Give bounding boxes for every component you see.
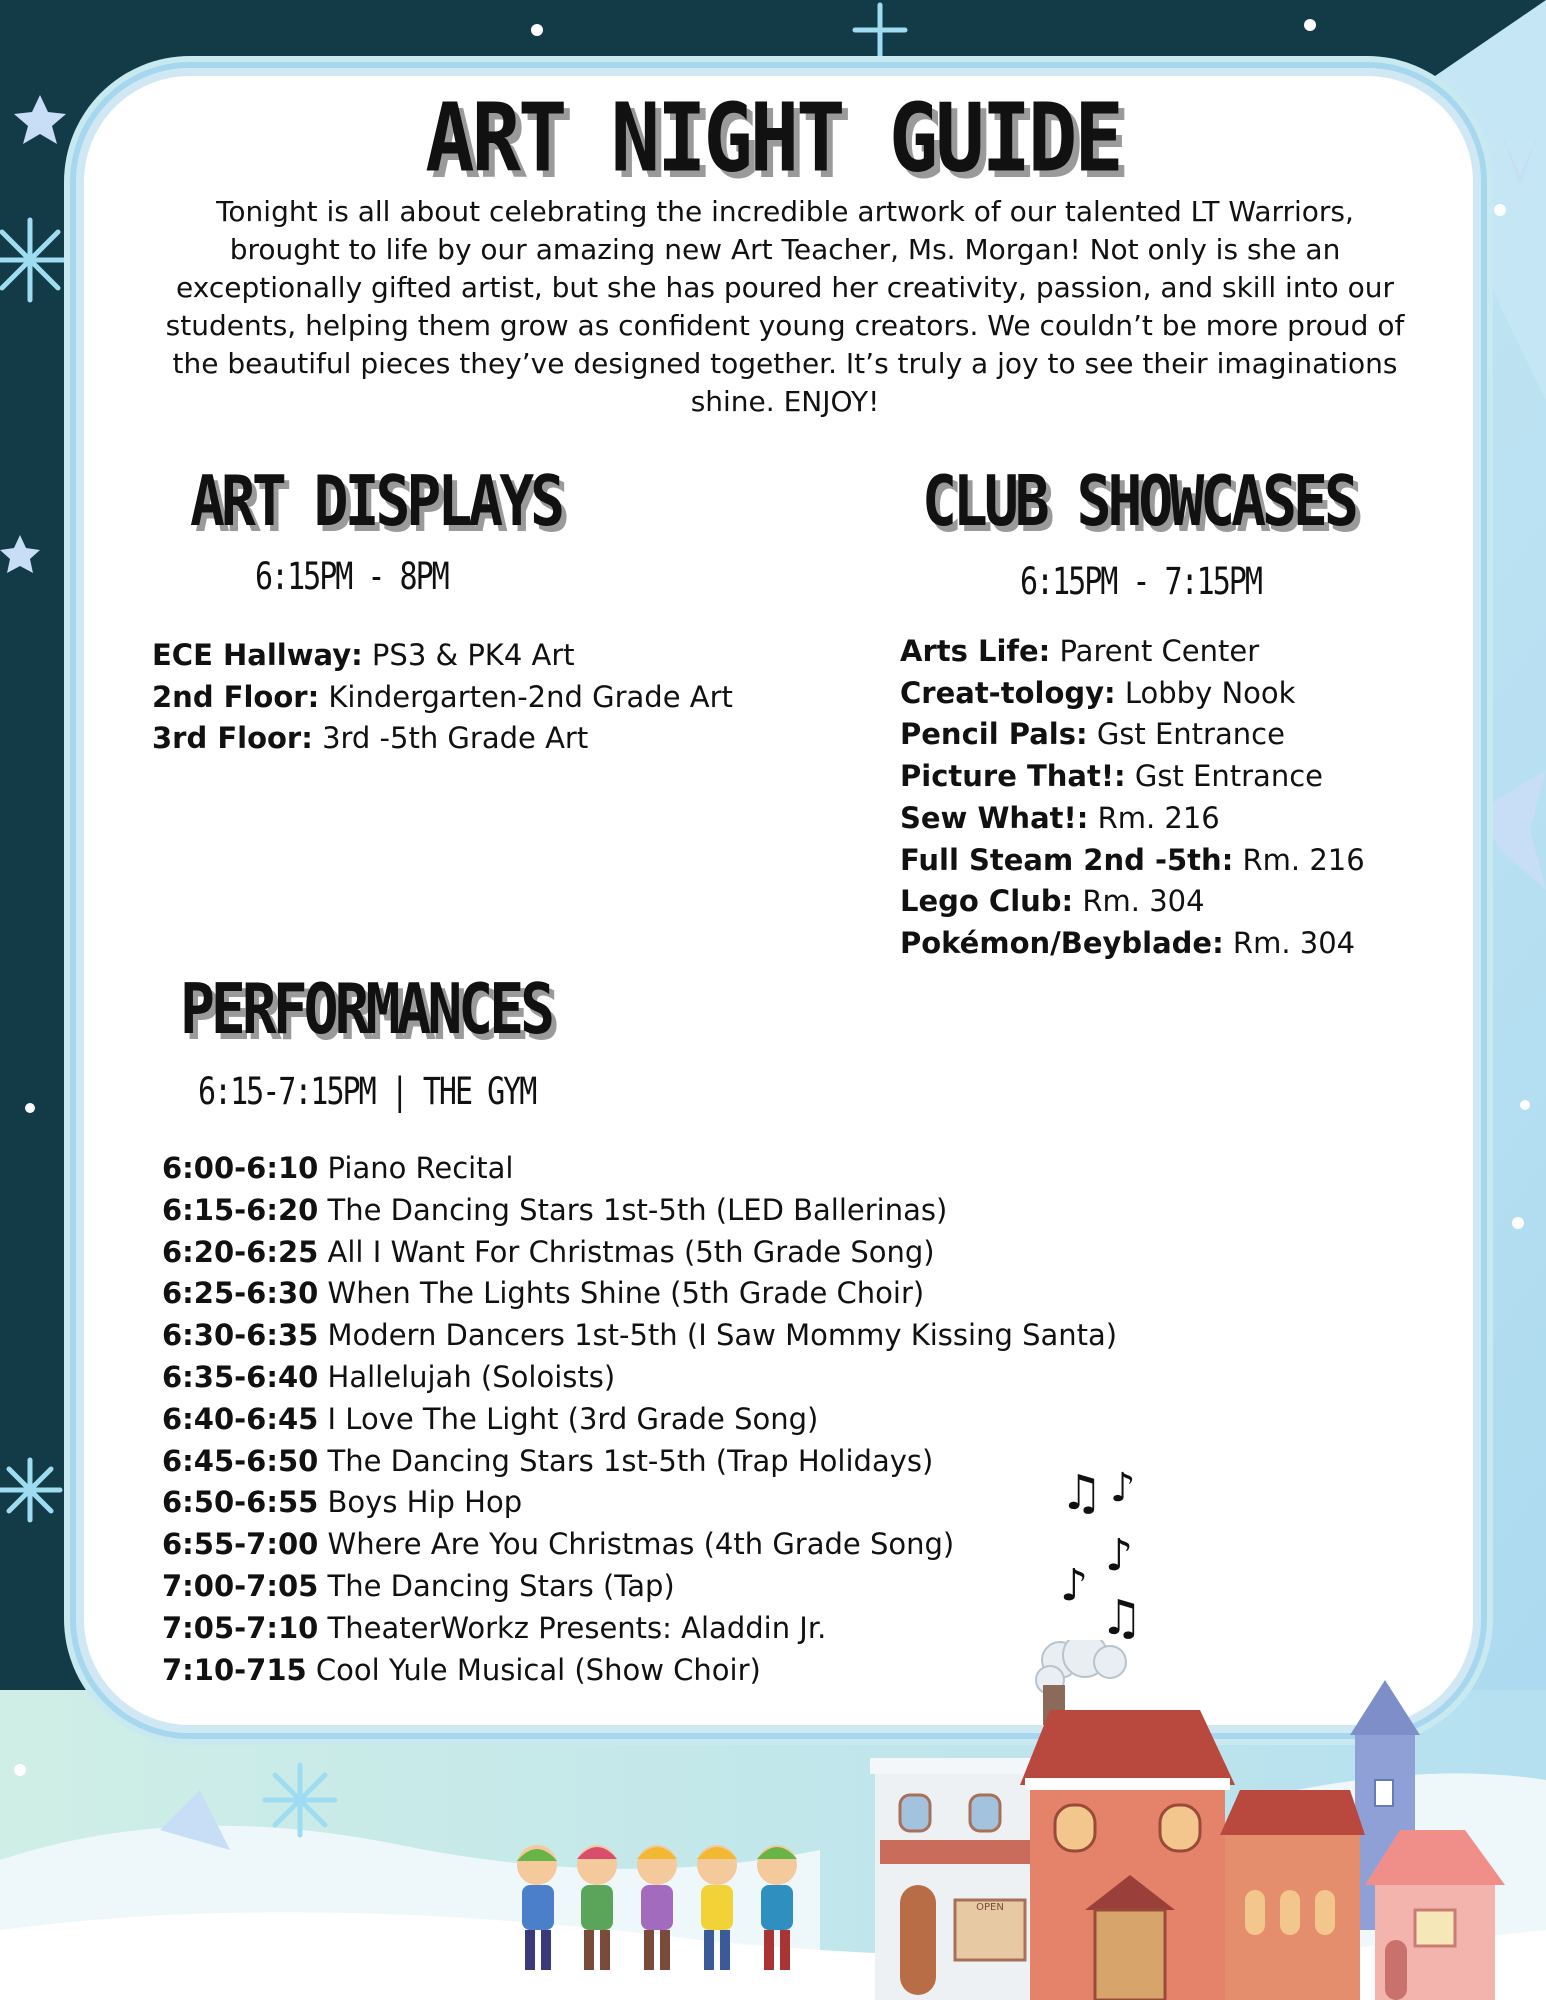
- music-note-icon: ♪: [1110, 1465, 1136, 1511]
- art-displays-list: [152, 635, 733, 760]
- list-item: Pencil Pals: Gst Entrance: [900, 717, 1285, 752]
- list-item: Pokémon/Beyblade: Rm. 304: [900, 925, 1356, 960]
- art-displays-heading: ART DISPLAYS: [190, 460, 562, 542]
- list-item: 6:30-6:35 Modern Dancers 1st-5th (I Saw Mommy Kissing Santa): [162, 1318, 1118, 1353]
- svg-text:OPEN: OPEN: [976, 1902, 1004, 1913]
- club-showcases-list: [900, 631, 1365, 965]
- list-item: Arts Life: Parent Center: [900, 634, 1260, 668]
- music-note-icon: ♫: [1100, 1590, 1144, 1646]
- list-item: Sew What!: Rm. 216: [900, 800, 1220, 835]
- art-displays-time: 6:15PM - 8PM: [255, 555, 448, 599]
- list-item: 6:00-6:10 Piano Recital: [162, 1151, 514, 1185]
- list-item: 6:15-6:20 The Dancing Stars 1st-5th (LED Ballerinas): [162, 1192, 948, 1227]
- list-item: 6:45-6:50 The Dancing Stars 1st-5th (Trap Holidays): [162, 1443, 934, 1478]
- club-showcases-heading: CLUB SHOWCASES: [922, 460, 1355, 542]
- list-item: 7:00-7:05 The Dancing Stars (Tap): [162, 1568, 675, 1603]
- performances-list: [162, 1148, 1117, 1691]
- list-item: Picture That!: Gst Entrance: [900, 759, 1323, 794]
- list-item: 6:20-6:25 All I Want For Christmas (5th Grade Song): [162, 1234, 935, 1269]
- list-item: 6:40-6:45 I Love The Light (3rd Grade Song): [162, 1401, 819, 1436]
- list-item: 7:10-715 Cool Yule Musical (Show Choir): [162, 1652, 761, 1687]
- list-item: Lego Club: Rm. 304: [900, 884, 1205, 919]
- music-note-icon: ♫: [1060, 1465, 1104, 1521]
- list-item: 6:35-6:40 Hallelujah (Soloists): [162, 1359, 616, 1394]
- list-item: ECE Hallway: PS3 & PK4 Art: [152, 638, 575, 672]
- performances-time: 6:15-7:15PM | THE GYM: [198, 1070, 536, 1114]
- list-item: 6:50-6:55 Boys Hip Hop: [162, 1485, 523, 1520]
- list-item: 3rd Floor: 3rd -5th Grade Art: [152, 721, 589, 756]
- music-note-icon: ♪: [1105, 1530, 1134, 1581]
- list-item: Full Steam 2nd -5th: Rm. 216: [900, 842, 1365, 877]
- list-item: 6:55-7:00 Where Are You Christmas (4th Grade Song): [162, 1527, 955, 1562]
- list-item: 6:25-6:30 When The Lights Shine (5th Grade Choir): [162, 1276, 925, 1311]
- kids-illustration: [505, 1835, 835, 1985]
- list-item: Creat-tology: Lobby Nook: [900, 675, 1296, 710]
- club-showcases-time: 6:15PM - 7:15PM: [1020, 560, 1261, 604]
- page-title: ART NIGHT GUIDE: [425, 84, 1121, 194]
- village-illustration: [860, 1640, 1510, 2000]
- list-item: 2nd Floor: Kindergarten-2nd Grade Art: [152, 679, 733, 714]
- list-item: 7:05-7:10 TheaterWorkz Presents: Aladdin Jr.: [162, 1610, 827, 1645]
- intro-paragraph: Tonight is all about celebrating the incredible artwork of our talented LT Warriors, brought to life by our amazing new Art Teacher, Ms. Morgan! Not only is she an exceptionally gifted artist, but she has poured her creativity, passion, and skill into our students, helping them grow as confident young creators. We couldn’t be more proud of the beautiful pieces they’ve designed together. It’s truly a joy to see their imaginations shine. ENJOY!: [165, 195, 1405, 418]
- music-note-icon: ♪: [1060, 1560, 1089, 1611]
- performances-heading: PERFORMANCES: [180, 968, 552, 1050]
